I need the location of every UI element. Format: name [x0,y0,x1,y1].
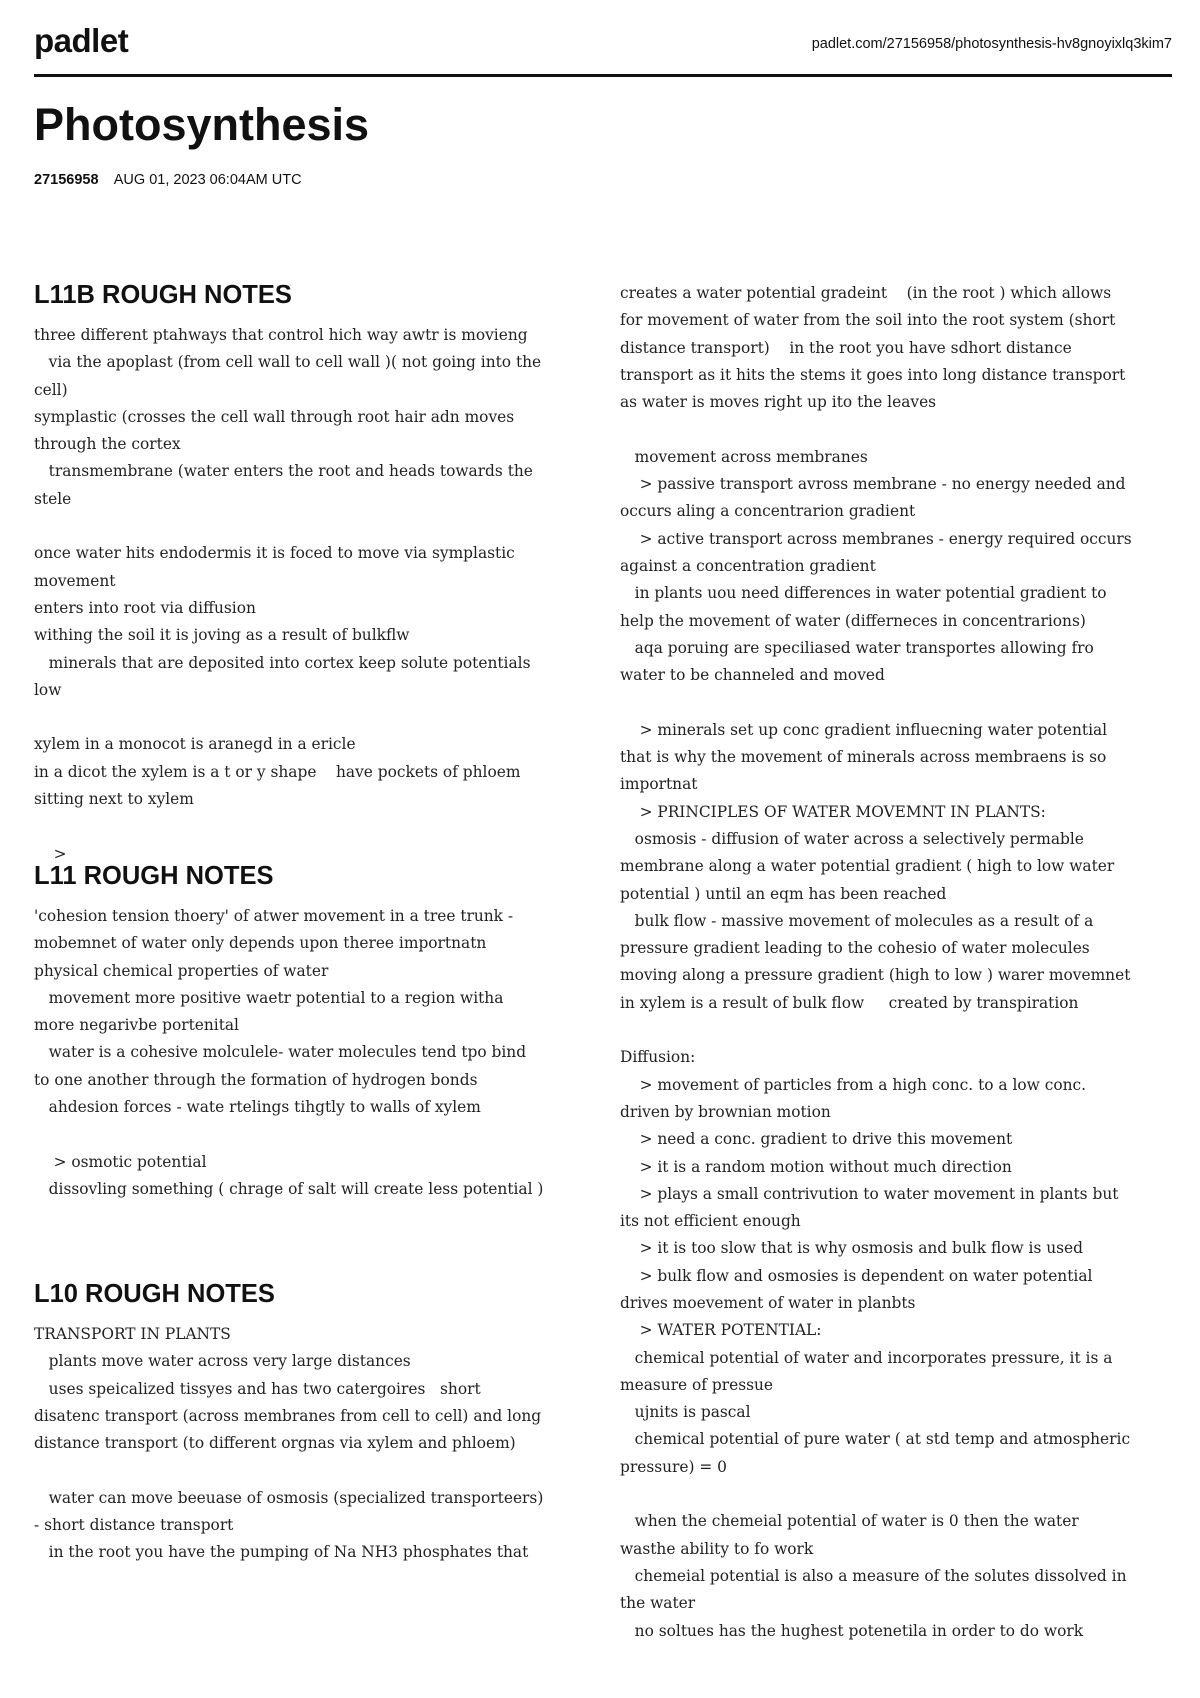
text-line: to one another through the formation of hydrogen bonds [34,1070,478,1089]
text-line: membrane along a water potential gradient ( high to low water [620,857,1115,876]
text-line: three different ptahways that control hich way awtr is movieng [34,326,528,344]
text-line: driven by brownian motion [620,1102,831,1121]
text-line: occurs aling a concentrarion gradient [620,502,916,521]
text-line: moving along a pressure gradient (high to low ) warer movemnet [620,966,1131,985]
text-line: > active transport across membranes - energy required occurs [620,529,1132,548]
text-line: movement across membranes [620,447,868,466]
text-line: - short distance transport [34,1516,234,1535]
text-line: > WATER POTENTIAL: [620,1321,822,1340]
text-line: ahdesion forces - wate rtelings tihgtly to walls of xylem [34,1098,481,1117]
text-line: chemeial potential is also a measure of the solutes dissolved in [620,1566,1127,1585]
text-line: that is why the movement of minerals across membraens is so [620,748,1107,767]
text-line [620,1481,1172,1508]
text-line: drives moevement of water in planbts [620,1293,916,1312]
text-line: low [34,680,62,699]
text-line: osmosis - diffusion of water across a selectively permable [620,829,1084,848]
text-line: water can move beeuase of osmosis (specialized transporteers) [34,1488,544,1507]
section-title: L11 ROUGH NOTES [34,862,274,890]
text-line: in plants uou need differences in water potential gradient to [620,584,1107,603]
text-line [34,704,584,731]
text-line: in xylem is a result of bulk flow created by transpiration [620,993,1079,1012]
text-line [34,513,584,540]
text-line: against a concentration gradient [620,556,876,575]
text-line: uses speicalized tissyes and has two catergoires short [34,1379,481,1398]
text-line: its not efficient enough [620,1212,801,1231]
text-line: in a dicot the xylem is a t or y shape have pockets of phloem [34,762,521,781]
text-line: bulk flow - massive movement of molecules as a result of a [620,911,1094,930]
text-line: > minerals set up conc gradient influecning water potential [620,720,1108,739]
text-line: > movement of particles from a high conc. to a low conc. [620,1075,1087,1094]
section-l10 [34,1279,584,1567]
text-line: movement more positive waetr potential to a region witha [34,988,504,1007]
text-line: once water hits endodermis it is foced to move via symplastic [34,544,515,563]
text-line: > it is a random motion without much direction [620,1157,1012,1176]
text-line: chemical potential of pure water ( at std temp and atmospheric [620,1430,1131,1449]
padlet-logo[interactable]: padlet [34,22,129,59]
text-line: minerals that are deposited into cortex keep solute potentials [34,653,531,672]
text-line: importnat [620,775,698,794]
text-line: 'cohesion tension thoery' of atwer movement in a tree trunk - [34,907,514,925]
text-line: cell) [34,380,68,399]
text-line: dissovling something ( chrage of salt will create less potential ) [34,1179,544,1198]
text-line: distance transport) in the root you have sdhort distance [620,338,1072,357]
text-line: TRANSPORT IN PLANTS [34,1325,231,1343]
text-line: > need a conc. gradient to drive this movement [620,1130,1013,1149]
text-line: xylem in a monocot is aranegd in a ericle [34,735,356,754]
text-line [34,813,584,840]
text-line: as water is moves right up ito the leaves [620,393,937,412]
text-line: water to be channeled and moved [620,666,885,685]
text-line: symplastic (crosses the cell wall through root hair adn moves [34,407,515,426]
text-line: pressure gradient leading to the cohesio of water molecules [620,939,1090,958]
text-line: measure of pressue [620,1375,774,1394]
section-l11b [34,280,584,861]
padlet-id: 27156958 [34,172,99,188]
text-line: potential ) until an eqm has been reached [620,884,947,903]
text-line [620,1017,1172,1044]
text-line [620,416,1172,443]
text-line: via the apoplast (from cell wall to cell wall )( not going into the [34,353,542,372]
text-line: > PRINCIPLES OF WATER MOVEMNT IN PLANTS: [620,802,1046,821]
section-body [34,903,584,1203]
text-line: physical chemical properties of water [34,961,329,980]
text-line: through the cortex [34,435,181,454]
left-column [34,280,584,1567]
text-line [34,1457,584,1484]
right-column [620,280,1172,1645]
page-title: Photosynthesis [34,99,370,150]
text-line: > osmotic potential [34,1152,207,1171]
text-line: help the movement of water (differneces in concentrarions) [620,611,1086,630]
text-line: stele [34,489,72,508]
section-body [34,1321,584,1567]
text-line [620,689,1172,716]
text-line: plants move water across very large distances [34,1352,411,1371]
header-divider [34,74,1172,77]
text-line: the water [620,1594,696,1613]
section-body [34,322,584,868]
text-line: transport as it hits the stems it goes into long distance transport [620,365,1126,384]
text-line: > [34,844,67,863]
text-line: when the chemeial potential of water is 0 then the water [620,1512,1079,1531]
text-line [34,1121,584,1148]
text-line: sitting next to xylem [34,790,194,809]
text-line: > bulk flow and osmosies is dependent on water potential [620,1266,1093,1285]
text-line: mobemnet of water only depends upon theree importnatn [34,934,487,953]
text-line: aqa poruing are speciliased water transportes allowing fro [620,638,1094,657]
text-line: chemical potential of water and incorporates pressure, it is a [620,1348,1113,1367]
section-l10-continued [620,280,1172,1645]
text-line: withing the soil it is joving as a result of bulkflw [34,626,410,645]
text-line: enters into root via diffusion [34,598,256,617]
text-line: > plays a small contrivution to water movement in plants but [620,1184,1119,1203]
text-line: more negarivbe portenital [34,1016,239,1035]
text-line: creates a water potential gradeint (in the root ) which allows [620,284,1112,302]
text-line: for movement of water from the soil into the root system (short [620,311,1116,330]
text-line: > passive transport avross membrane - no energy needed and [620,475,1126,494]
page-url[interactable]: padlet.com/27156958/photosynthesis-hv8gnoyixlq3kim7 [811,36,1172,52]
text-line: in the root you have the pumping of Na NH3 phosphates that [34,1543,529,1562]
text-line: distance transport (to different orgnas via xylem and phloem) [34,1434,516,1453]
text-line: Diffusion: [620,1048,696,1067]
text-line: transmembrane (water enters the root and heads towards the [34,462,533,481]
text-line: wasthe ability to fo work [620,1539,814,1558]
export-timestamp: AUG 01, 2023 06:04AM UTC [113,172,302,188]
text-line: ujnits is pascal [620,1403,751,1422]
text-line: movement [34,571,116,590]
section-l11 [34,861,584,1279]
text-line: disatenc transport (across membranes from cell to cell) and long [34,1406,542,1425]
text-line: > it is too slow that is why osmosis and bulk flow is used [620,1239,1084,1258]
page-meta [34,172,302,188]
section-title: L10 ROUGH NOTES [34,1280,275,1308]
text-line: no soltues has the hughest potenetila in order to do work [620,1621,1084,1640]
text-line: water is a cohesive molculele- water molecules tend tpo bind [34,1043,527,1062]
section-title: L11B ROUGH NOTES [34,281,292,309]
text-line: pressure) = 0 [620,1457,727,1476]
